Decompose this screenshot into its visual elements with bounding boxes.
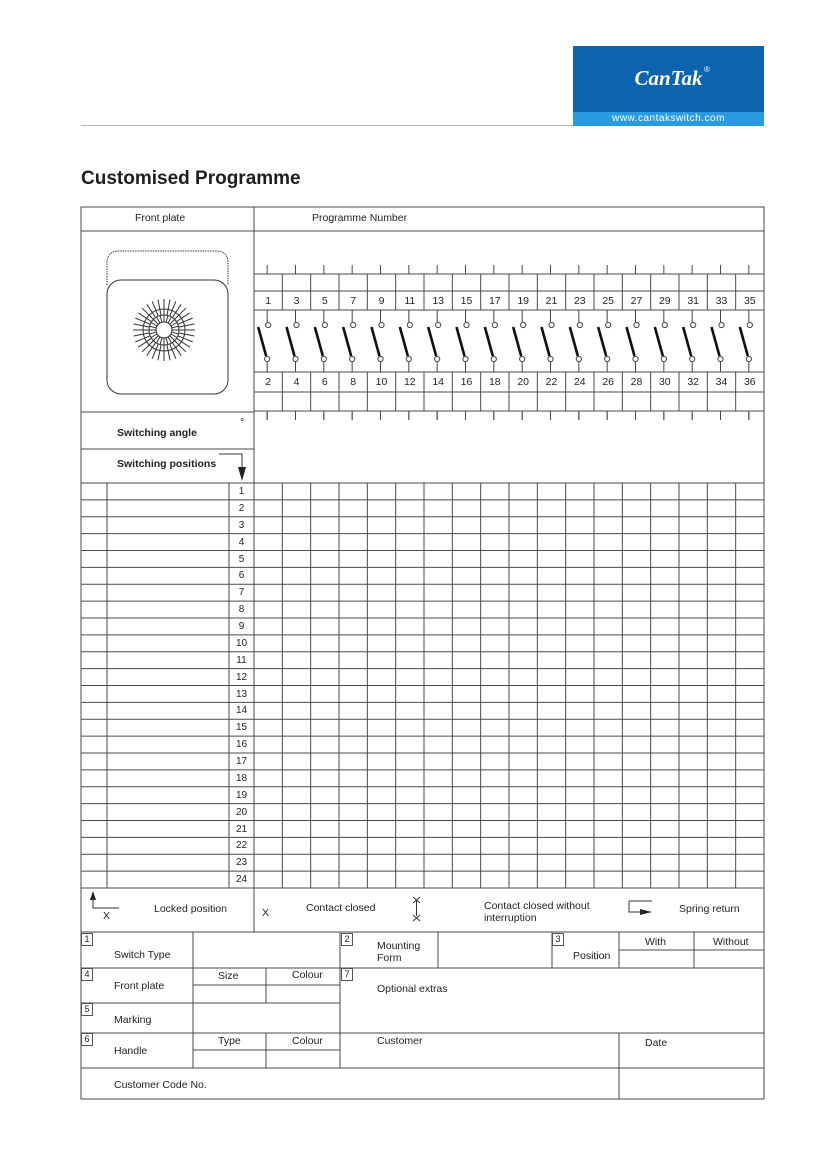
position-without-label: Without	[713, 936, 749, 948]
contact-switch-icon	[485, 310, 498, 372]
bottom-terminal-number: 14	[432, 376, 444, 388]
date-label: Date	[645, 1037, 668, 1049]
front-plate-drawing	[107, 251, 228, 394]
top-terminal-number: 25	[602, 295, 614, 307]
locked-position-icon	[90, 891, 119, 908]
top-terminal-number: 15	[460, 295, 473, 307]
top-terminal-number: 9	[378, 295, 385, 307]
top-terminal-number: 5	[321, 295, 328, 307]
bottom-terminal-number: 4	[293, 376, 300, 388]
position-row-cells[interactable]	[254, 584, 764, 601]
contact-switch-icon	[712, 310, 725, 372]
switch-type-label: Switch Type	[114, 949, 171, 961]
mounting-form-label-2: Form	[377, 952, 402, 964]
position-row-number: 6	[238, 570, 245, 582]
programme-number-header: Programme Number	[312, 212, 408, 224]
position-row-number: 10	[235, 637, 248, 649]
section-number-3: 3	[552, 933, 564, 946]
bottom-terminal-number: 28	[630, 376, 643, 388]
bottom-terminal-number: 34	[715, 376, 728, 388]
bottom-terminal-number: 6	[321, 376, 328, 388]
position-row-cells[interactable]	[254, 500, 764, 517]
position-row-cells[interactable]	[254, 551, 764, 568]
position-row-cells[interactable]	[254, 871, 764, 888]
position-row-number: 22	[235, 840, 248, 852]
marking-field[interactable]	[193, 1003, 340, 1033]
top-terminal-number: 21	[545, 295, 558, 307]
contact-switch-icon	[683, 310, 696, 372]
handle-colour-field[interactable]	[266, 1050, 340, 1068]
switch-type-field[interactable]	[193, 933, 340, 968]
bottom-terminal-number: 36	[743, 376, 756, 388]
position-row-number: 8	[238, 604, 245, 616]
position-row-cells[interactable]	[254, 770, 764, 787]
brand-url: www.cantakswitch.com	[573, 112, 764, 126]
top-terminal-number: 29	[658, 295, 671, 307]
position-row-cells[interactable]	[254, 821, 764, 838]
position-row-cells[interactable]	[254, 837, 764, 854]
bottom-terminal-number: 16	[460, 376, 473, 388]
bottom-terminal-number: 10	[375, 376, 388, 388]
customer-code-label: Customer Code No.	[114, 1079, 207, 1091]
position-row-number: 16	[235, 739, 248, 751]
position-row-cells[interactable]	[254, 483, 764, 500]
contact-switch-icon	[428, 310, 441, 372]
position-row-number: 23	[235, 857, 248, 869]
position-row-cells[interactable]	[254, 854, 764, 871]
bottom-terminal-number: 20	[517, 376, 529, 388]
bottom-terminal-number: 8	[350, 376, 357, 388]
section-number-7: 7	[341, 968, 353, 981]
handle-colour-label: Colour	[292, 1035, 323, 1047]
position-row-cells[interactable]	[254, 702, 764, 719]
top-terminal-number: 27	[630, 295, 643, 307]
locked-position-label: Locked position	[154, 903, 227, 915]
position-row-number: 13	[235, 688, 248, 700]
top-terminal-number: 1	[265, 295, 272, 307]
position-row-cells[interactable]	[254, 601, 764, 618]
position-row-number: 24	[235, 874, 248, 886]
top-terminal-number: 13	[432, 295, 444, 307]
top-terminal-number: 35	[743, 295, 756, 307]
position-label: Position	[573, 950, 611, 962]
marking-label: Marking	[114, 1014, 152, 1026]
section-number-5: 5	[81, 1003, 93, 1016]
locked-symbol: X	[103, 910, 111, 922]
position-row-number: 4	[238, 536, 245, 548]
bottom-terminal-number: 30	[658, 376, 671, 388]
contact-closed-without-interruption-label-2: interruption	[484, 912, 537, 924]
position-row-number: 1	[238, 486, 245, 497]
degree-symbol: °	[240, 417, 245, 429]
position-row-cells[interactable]	[254, 753, 764, 770]
contact-switch-icon	[258, 310, 271, 372]
position-row-cells[interactable]	[254, 635, 764, 652]
position-row-cells[interactable]	[254, 517, 764, 534]
front-plate-label: Front plate	[114, 980, 165, 992]
registered-mark: ®	[704, 65, 710, 74]
position-row-number: 5	[238, 553, 245, 565]
position-row-number: 19	[235, 789, 248, 801]
position-row-number: 21	[235, 823, 248, 835]
position-with-label: With	[645, 936, 666, 948]
page-title: Customised Programme	[81, 168, 301, 189]
customer-code-field[interactable]	[220, 1068, 619, 1099]
contact-closed-without-interruption-icon	[413, 897, 420, 921]
top-terminal-number: 17	[488, 295, 501, 307]
position-row-number: 12	[235, 671, 248, 683]
contact-switch-icon	[372, 310, 385, 372]
spring-return-icon	[629, 901, 652, 915]
handle-type-field[interactable]	[193, 1050, 266, 1068]
position-row-cells[interactable]	[254, 652, 764, 669]
position-row-number: 2	[238, 502, 245, 514]
top-terminal-number: 11	[404, 295, 416, 307]
contact-switch-icon	[655, 310, 668, 372]
position-row-number: 17	[235, 756, 248, 767]
position-row-number: 9	[238, 621, 245, 632]
contact-closed-label: Contact closed	[306, 902, 376, 914]
position-row-cells[interactable]	[254, 736, 764, 753]
positions-arrow-icon	[219, 454, 246, 481]
top-terminal-number: 31	[687, 295, 699, 307]
position-row-number: 14	[235, 705, 248, 717]
contact-switch-icon	[400, 310, 413, 372]
brand-name: CanTak	[634, 66, 703, 90]
position-row-number: 3	[238, 519, 245, 531]
section-number-6: 6	[81, 1033, 93, 1046]
front-plate-size-field[interactable]	[193, 986, 266, 1003]
contact-switch-icon	[287, 310, 300, 372]
top-terminal-number: 23	[573, 295, 586, 307]
spring-return-label: Spring return	[679, 903, 740, 915]
contact-switch-icon	[513, 310, 526, 372]
mounting-form-label-1: Mounting	[377, 940, 421, 952]
bottom-terminal-number: 12	[403, 376, 416, 388]
section-number-2: 2	[341, 933, 353, 946]
handle-type-label: Type	[218, 1035, 241, 1047]
position-row-number: 20	[235, 806, 248, 818]
contact-closed-symbol: X	[262, 907, 270, 919]
position-without-field[interactable]	[694, 951, 764, 968]
position-row-number: 11	[236, 654, 247, 666]
position-row-cells[interactable]	[254, 618, 764, 635]
contact-closed-without-interruption-label-1: Contact closed without	[484, 900, 590, 912]
position-with-field[interactable]	[619, 951, 694, 968]
position-row-cells[interactable]	[254, 534, 764, 551]
position-row-number: 7	[238, 587, 245, 599]
section-number-1: 1	[81, 933, 93, 946]
top-terminal-number: 7	[350, 295, 357, 307]
position-row-cells[interactable]	[254, 787, 764, 804]
bottom-terminal-number: 24	[573, 376, 586, 388]
top-terminal-number: 3	[293, 295, 300, 307]
contact-switch-icon	[627, 310, 640, 372]
contact-switch-icon	[343, 310, 356, 372]
switching-positions-label: Switching positions	[117, 458, 217, 470]
contact-switch-icon	[542, 310, 555, 372]
customer-label: Customer	[377, 1035, 423, 1047]
mounting-form-field[interactable]	[438, 933, 552, 968]
date-field[interactable]	[619, 1050, 764, 1068]
contact-switch-icon	[740, 310, 753, 372]
position-row-cells[interactable]	[254, 669, 764, 686]
contact-switch-icon	[570, 310, 583, 372]
switching-angle-label: Switching angle	[117, 427, 197, 439]
contact-diagrams	[258, 310, 752, 372]
dial-icon	[133, 299, 195, 361]
front-plate-colour-field[interactable]	[266, 986, 340, 1003]
optional-extras-field[interactable]	[341, 1000, 764, 1033]
handle-label: Handle	[114, 1045, 148, 1057]
bottom-terminal-number: 18	[488, 376, 501, 388]
position-row-cells[interactable]	[254, 686, 764, 703]
front-plate-size-label: Size	[218, 970, 239, 982]
section-number-4: 4	[81, 968, 93, 981]
position-row-number: 18	[235, 772, 248, 784]
top-terminal-number: 33	[715, 295, 728, 307]
customer-code-extra-field[interactable]	[619, 1068, 764, 1099]
position-row-cells[interactable]	[254, 567, 764, 584]
position-row-number: 15	[235, 722, 248, 734]
bottom-terminal-number: 32	[687, 376, 699, 388]
bottom-terminal-number: 26	[602, 376, 614, 388]
front-plate-colour-label: Colour	[292, 969, 323, 981]
bottom-terminal-number: 22	[545, 376, 558, 388]
front-plate-header: Front plate	[135, 212, 186, 224]
position-row-cells[interactable]	[254, 719, 764, 736]
position-row-cells[interactable]	[254, 804, 764, 821]
top-terminal-number: 19	[517, 295, 529, 307]
bottom-terminal-number: 2	[265, 376, 272, 388]
customer-field[interactable]	[341, 1048, 619, 1068]
contact-switch-icon	[457, 310, 470, 372]
optional-extras-label: Optional extras	[377, 983, 448, 995]
contact-switch-icon	[315, 310, 328, 372]
contact-switch-icon	[598, 310, 611, 372]
